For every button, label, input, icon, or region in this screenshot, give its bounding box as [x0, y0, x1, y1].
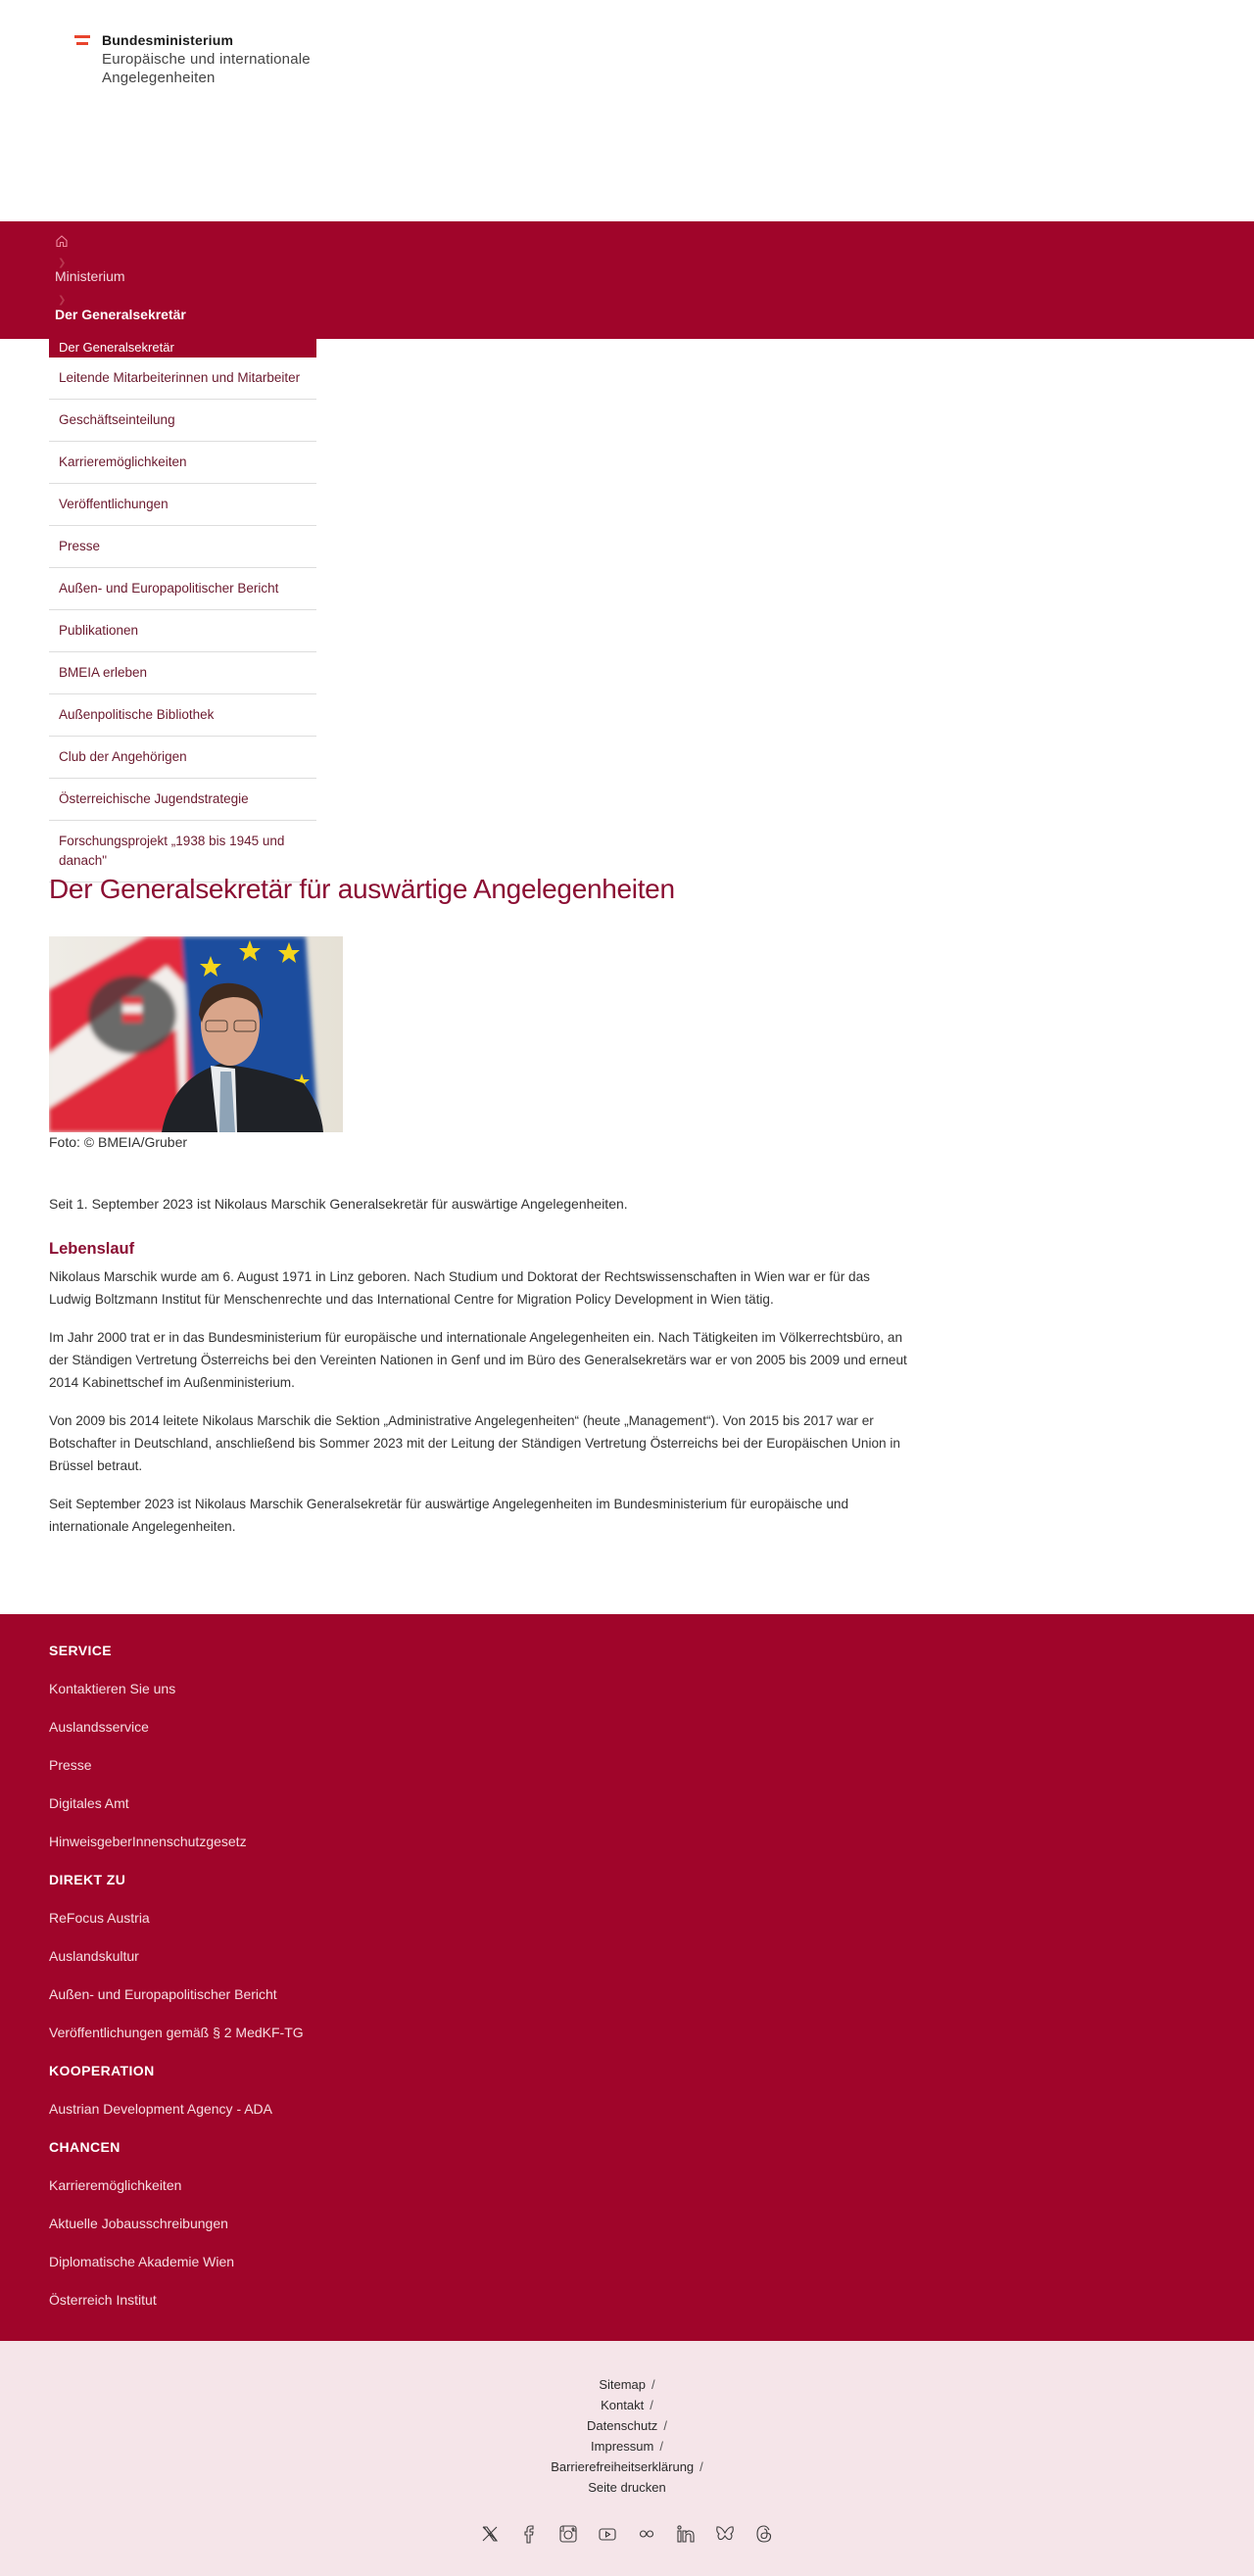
footer-link[interactable]: Karrieremöglichkeiten	[49, 2177, 182, 2193]
footer-link[interactable]: Digitales Amt	[49, 1795, 129, 1811]
print-page-link[interactable]	[0, 2477, 1254, 2498]
bio-paragraph: Im Jahr 2000 trat er in das Bundesministerium für europäische und internationale Angelegenheiten ein. Nach Tätigkeiten im Völkerrechtsbüro, an der Ständigen Vertretung Österreichs bei den Vereinten Nationen in Genf und im Büro des Generalsekretärs war er von 2005 bis 2009 und erneut 2014 Kabinettschef im Außenministerium.	[49, 1330, 907, 1390]
link-label: Barrierefreiheitserklärung	[551, 2459, 695, 2474]
main-content	[49, 872, 911, 1548]
bio-paragraph: Seit September 2023 ist Nikolaus Marschik Generalsekretär für auswärtige Angelegenheiten im Bundesministerium für europäische und internationale Angelegenheiten.	[49, 1497, 849, 1534]
sidebar-item[interactable]: Forschungsprojekt „1938 bis 1945 und danach"	[49, 821, 316, 883]
footer-heading-direkt-zu: DIREKT ZU	[49, 1872, 126, 1887]
instagram-icon[interactable]	[557, 2523, 579, 2545]
footer-link[interactable]: Veröffentlichungen gemäß § 2 MedKF-TG	[49, 2025, 304, 2040]
sidebar-item[interactable]: BMEIA erleben	[49, 652, 316, 694]
separator: /	[663, 2418, 667, 2433]
footer-link[interactable]: Österreich Institut	[49, 2292, 157, 2308]
page-title: Der Generalsekretär für auswärtige Angelegenheiten	[49, 874, 675, 904]
sidebar-item[interactable]: Außenpolitische Bibliothek	[49, 694, 316, 737]
image-caption: Foto: © BMEIA/Gruber	[49, 1134, 188, 1150]
datenschutz-link[interactable]	[0, 2415, 1254, 2436]
footer-link[interactable]: HinweisgeberInnenschutzgesetz	[49, 1834, 247, 1849]
footer-link[interactable]: Austrian Development Agency - ADA	[49, 2101, 273, 2117]
youtube-icon[interactable]	[597, 2523, 618, 2545]
bio-paragraph: Von 2009 bis 2014 leitete Nikolaus Marschik die Sektion „Administrative Angelegenheiten“ (heute „Management“). Von 2015 bis 2017 war er Botschafter in Deutschland, anschließend bis Sommer 2023 mit der Leitung der Ständigen Vertretung Österreichs bei der Europäischen Union in Brüssel betraut.	[49, 1413, 900, 1473]
sidebar-item[interactable]: Österreichische Jugendstrategie	[49, 779, 316, 821]
sidebar-item[interactable]: Geschäftseinteilung	[49, 400, 316, 442]
sidebar-item[interactable]: Presse	[49, 526, 316, 568]
sidebar-item[interactable]: Außen- und Europapolitischer Bericht	[49, 568, 316, 610]
sidebar-item[interactable]: Publikationen	[49, 610, 316, 652]
footer-heading-kooperation: KOOPERATION	[49, 2063, 155, 2078]
breadcrumb-ministerium[interactable]: Ministerium	[55, 268, 125, 284]
sidebar-item[interactable]: Leitende Mitarbeiterinnen und Mitarbeiter	[49, 358, 316, 400]
bluesky-icon[interactable]	[714, 2523, 736, 2545]
footer-link[interactable]: Kontaktieren Sie uns	[49, 1681, 176, 1696]
breadcrumb-current: Der Generalsekretär	[55, 307, 186, 322]
footer-heading-chancen: CHANCEN	[49, 2139, 121, 2155]
chevron-right-icon: ❯	[58, 295, 67, 306]
home-icon[interactable]	[55, 234, 69, 248]
logo-text	[102, 31, 311, 87]
ministry-logo[interactable]	[74, 31, 311, 87]
threads-icon[interactable]	[753, 2523, 775, 2545]
footer-heading-service: SERVICE	[49, 1643, 113, 1658]
kontakt-link[interactable]	[0, 2395, 1254, 2415]
lead-paragraph: Seit 1. September 2023 ist Nikolaus Marschik Generalsekretär für auswärtige Angelegenheiten.	[49, 1196, 628, 1212]
footer-link[interactable]: Diplomatische Akademie Wien	[49, 2254, 235, 2269]
footer-link[interactable]: Auslandskultur	[49, 1948, 139, 1964]
austria-flag-icon	[74, 35, 90, 45]
sidebar-item[interactable]: Veröffentlichungen	[49, 484, 316, 526]
logo-line-2: Europäische und internationale	[102, 51, 311, 68]
separator: /	[699, 2459, 703, 2474]
link-label: Impressum	[591, 2439, 654, 2454]
breadcrumb	[0, 221, 1254, 339]
link-label: Datenschutz	[587, 2418, 658, 2433]
logo-line-3: Angelegenheiten	[102, 70, 216, 86]
legal-links	[0, 2374, 1254, 2498]
section-heading-lebenslauf: Lebenslauf	[49, 1240, 135, 1258]
portrait-image	[49, 936, 343, 1132]
x-icon[interactable]	[479, 2523, 501, 2545]
footer-link[interactable]: Auslandsservice	[49, 1719, 149, 1735]
sidebar-item[interactable]: Karrieremöglichkeiten	[49, 442, 316, 484]
link-label: Sitemap	[599, 2377, 647, 2392]
impressum-link[interactable]	[0, 2436, 1254, 2457]
link-label: Seite drucken	[588, 2480, 666, 2495]
separator: /	[650, 2398, 653, 2412]
flickr-icon[interactable]	[636, 2523, 657, 2545]
logo-line-1: Bundesministerium	[102, 32, 234, 48]
sidebar-item-active[interactable]: Der Generalsekretär	[49, 294, 316, 358]
footer-link[interactable]: Aktuelle Jobausschreibungen	[49, 2216, 228, 2231]
footer-link[interactable]: Außen- und Europapolitischer Bericht	[49, 1986, 277, 2002]
facebook-icon[interactable]	[518, 2523, 540, 2545]
sidebar-item[interactable]: Club der Angehörigen	[49, 737, 316, 779]
sidebar-nav	[49, 294, 316, 883]
site-header	[0, 0, 1254, 221]
footer-link[interactable]: Presse	[49, 1757, 92, 1773]
sub-footer	[0, 2341, 1254, 2576]
separator: /	[651, 2377, 655, 2392]
bio-paragraph: Nikolaus Marschik wurde am 6. August 1971 in Linz geboren. Nach Studium und Doktorat der Rechtswissenschaften in Wien war er für das Ludwig Boltzmann Institut für Menschenrechte und das International Centre for Migration Policy Development in Wien tätig.	[49, 1269, 870, 1307]
link-label: Kontakt	[601, 2398, 645, 2412]
chevron-right-icon: ❯	[58, 258, 67, 268]
barrierefreiheit-link[interactable]	[0, 2457, 1254, 2477]
social-links	[0, 2523, 1254, 2545]
linkedin-icon[interactable]	[675, 2523, 697, 2545]
separator: /	[659, 2439, 663, 2454]
site-footer	[0, 1614, 1254, 2341]
footer-link[interactable]: ReFocus Austria	[49, 1910, 150, 1926]
sitemap-link[interactable]	[0, 2374, 1254, 2395]
